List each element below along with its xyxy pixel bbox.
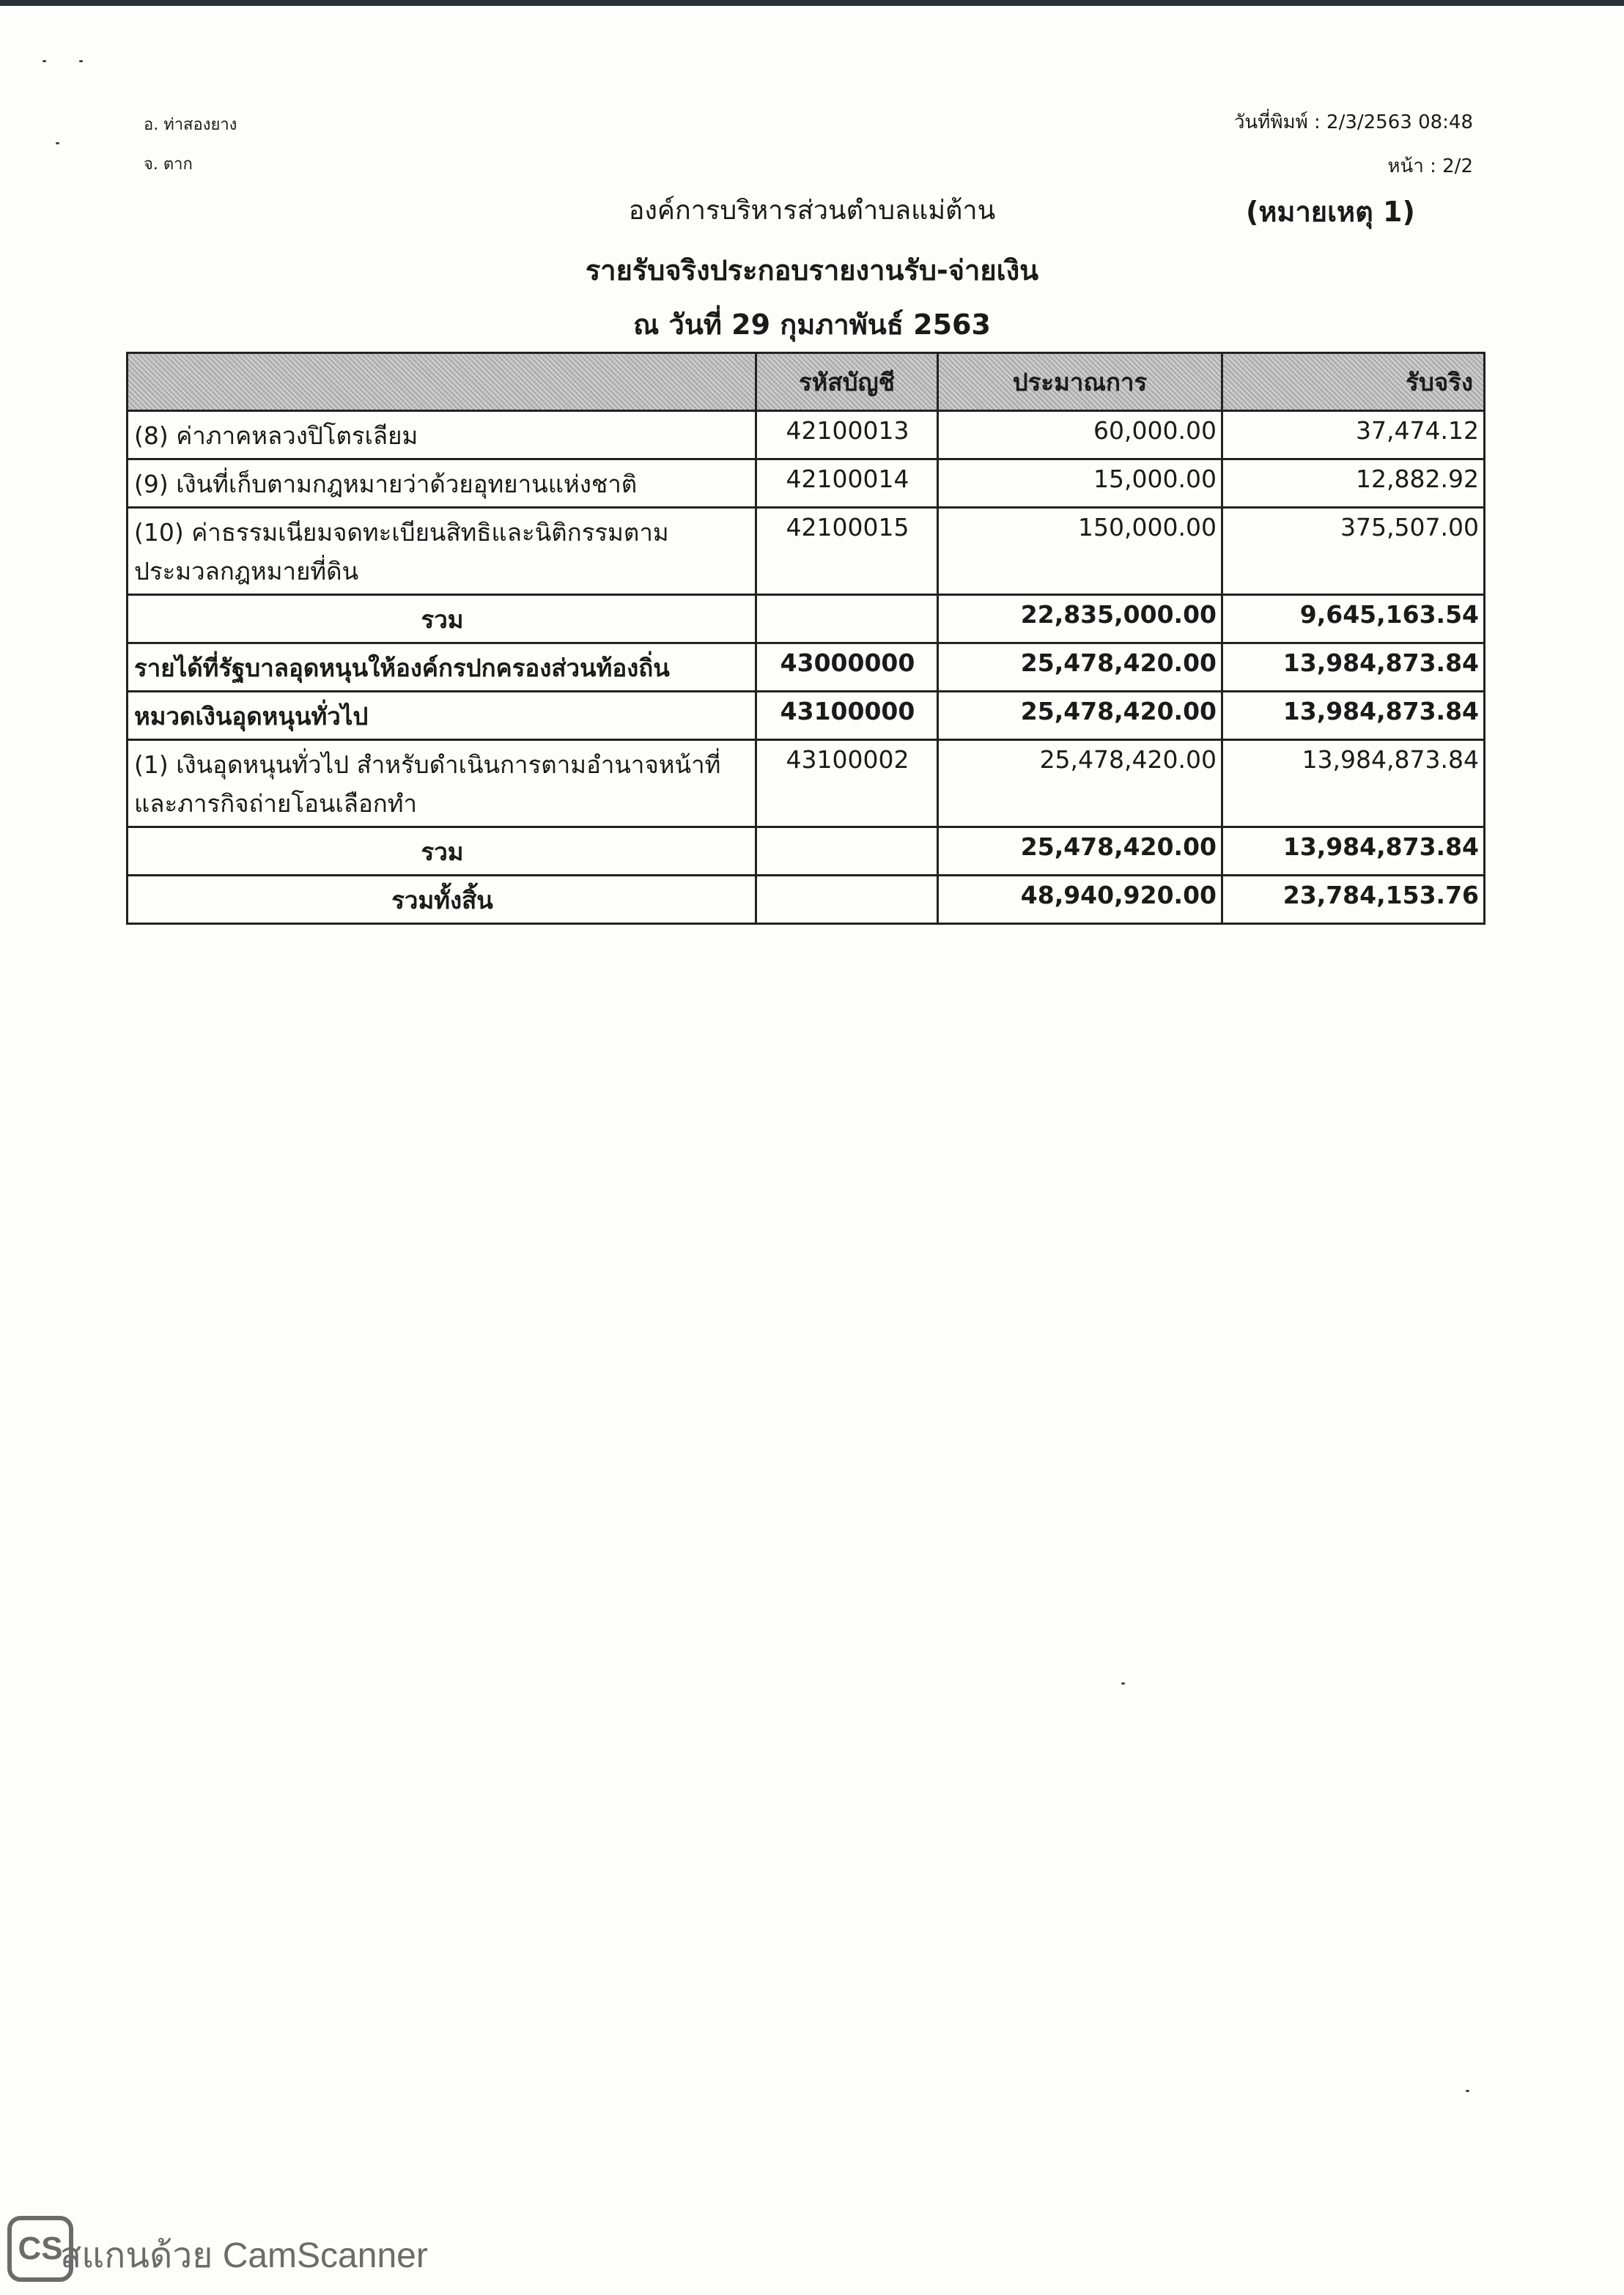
report-date: ณ วันที่ 29 กุมภาพันธ์ 2563: [633, 308, 991, 341]
grand-total-budget: 48,940,920.00: [938, 876, 1222, 924]
row-actual: 13,984,873.84: [1222, 643, 1485, 692]
row-budget: 25,478,420.00: [938, 692, 1222, 740]
row-budget: 15,000.00: [938, 459, 1222, 508]
grand-total-row: [128, 876, 1485, 924]
table-row: [128, 459, 1485, 508]
column-header-actual: รับจริง: [1222, 353, 1485, 411]
scan-speck: [1466, 2090, 1469, 2092]
row-actual: 375,507.00: [1222, 508, 1485, 595]
note-label: (หมายเหตุ 1): [1246, 196, 1415, 228]
row-account-code: 42100015: [756, 508, 938, 595]
subtotal-label: รวม: [128, 595, 756, 643]
scan-speck: [56, 142, 59, 144]
row-account-code: 43100002: [756, 740, 938, 827]
row-actual: 13,984,873.84: [1222, 740, 1485, 827]
row-account-code: 43100000: [756, 692, 938, 740]
table-row: [128, 508, 1485, 595]
row-actual: 13,984,873.84: [1222, 692, 1485, 740]
camscanner-watermark: สแกนด้วย CamScanner: [60, 2236, 428, 2275]
category-row: [128, 692, 1485, 740]
subtotal-budget: 22,835,000.00: [938, 595, 1222, 643]
province-label: จ. ตาก: [144, 155, 193, 174]
row-budget: 60,000.00: [938, 411, 1222, 459]
row-budget: 25,478,420.00: [938, 740, 1222, 827]
row-item-name: (8) ค่าภาคหลวงปิโตรเลียม: [128, 411, 756, 459]
column-header-item: [128, 353, 756, 411]
print-date: วันที่พิมพ์ : 2/3/2563 08:48: [1233, 111, 1473, 133]
row-item-name: รายได้ที่รัฐบาลอุดหนุนให้องค์กรปกครองส่วนท้องถิ่น: [128, 643, 756, 692]
row-account-code: 42100013: [756, 411, 938, 459]
row-account-code: 42100014: [756, 459, 938, 508]
grand-total-actual: 23,784,153.76: [1222, 876, 1485, 924]
column-header-budget: ประมาณการ: [938, 353, 1222, 411]
row-account-code: [756, 876, 938, 924]
report-title: รายรับจริงประกอบรายงานรับ-จ่ายเงิน: [585, 254, 1039, 287]
district-label: อ. ท่าสองยาง: [144, 116, 237, 134]
row-item-name: หมวดเงินอุดหนุนทั่วไป: [128, 692, 756, 740]
table-row: [128, 740, 1485, 827]
subtotal-budget: 25,478,420.00: [938, 827, 1222, 876]
scan-top-edge: [0, 0, 1624, 6]
row-item-name: (9) เงินที่เก็บตามกฎหมายว่าด้วยอุทยานแห่งชาติ: [128, 459, 756, 508]
grand-total-label: รวมทั้งสิ้น: [128, 876, 756, 924]
table-header-row: [128, 353, 1485, 411]
row-account-code: [756, 827, 938, 876]
subtotal-row: [128, 595, 1485, 643]
scan-speck: [1121, 1682, 1125, 1685]
camscanner-logo-icon: CS: [7, 2216, 73, 2282]
subtotal-actual: 9,645,163.54: [1222, 595, 1485, 643]
row-account-code: [756, 595, 938, 643]
row-budget: 150,000.00: [938, 508, 1222, 595]
scan-speck: [79, 60, 83, 62]
organization-name: องค์การบริหารส่วนตำบลแม่ต้าน: [628, 196, 996, 226]
row-budget: 25,478,420.00: [938, 643, 1222, 692]
row-actual: 12,882.92: [1222, 459, 1485, 508]
subtotal-label: รวม: [128, 827, 756, 876]
subtotal-actual: 13,984,873.84: [1222, 827, 1485, 876]
row-item-name: (10) ค่าธรรมเนียมจดทะเบียนสิทธิและนิติกรรมตามประมวลกฎหมายที่ดิน: [128, 508, 756, 595]
row-item-name: (1) เงินอุดหนุนทั่วไป สำหรับดำเนินการตามอำนาจหน้าที่และภารกิจถ่ายโอนเลือกทำ: [128, 740, 756, 827]
subtotal-row: [128, 827, 1485, 876]
revenue-table: [126, 352, 1485, 925]
row-actual: 37,474.12: [1222, 411, 1485, 459]
scan-speck: [43, 60, 46, 62]
page-number: หน้า : 2/2: [1387, 155, 1473, 177]
category-row: [128, 643, 1485, 692]
column-header-code: รหัสบัญชี: [756, 353, 938, 411]
row-account-code: 43000000: [756, 643, 938, 692]
table-row: [128, 411, 1485, 459]
